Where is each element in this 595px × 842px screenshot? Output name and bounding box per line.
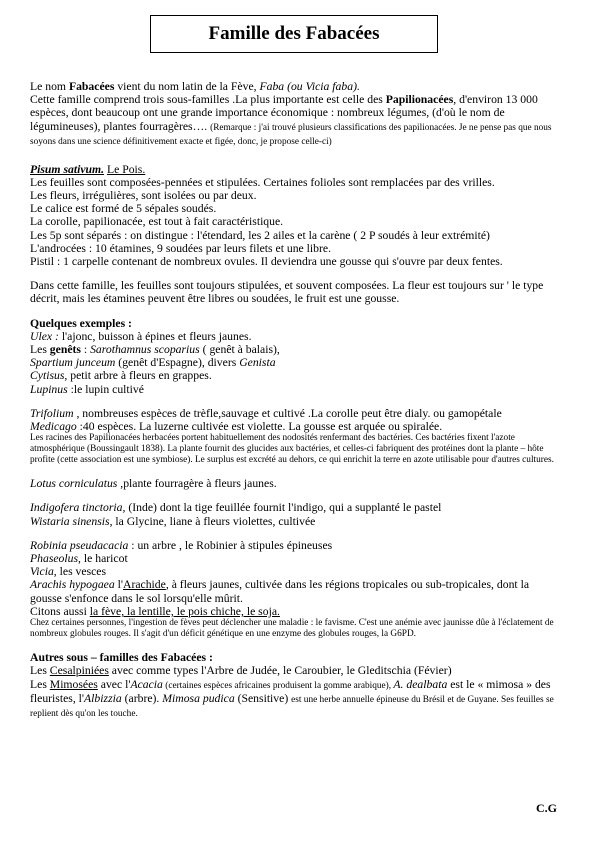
wistaria-line	[30, 515, 558, 528]
text: vient du nom latin de la Fève,	[114, 80, 260, 93]
indigofera-line	[30, 501, 558, 514]
text: (genêt d'Espagne), divers	[115, 356, 240, 370]
phaseolus-line	[30, 552, 558, 565]
lotus-name: Lotus corniculatus	[30, 477, 118, 491]
vicia-name: Vicia	[30, 565, 54, 579]
document-body	[30, 80, 558, 720]
text: , la Glycine, liane à fleurs violettes, cultivée	[109, 514, 316, 528]
author-signature: C.G	[536, 801, 557, 815]
examples-heading-text: Quelques exemples :	[30, 316, 132, 330]
autres-heading	[30, 651, 558, 664]
robinia-name: Robinia pseudacacia	[30, 538, 129, 552]
term-fabacees: Fabacées	[68, 80, 115, 93]
spartium-name: Spartium junceum	[30, 356, 116, 370]
text: ( genêt à balais),	[199, 343, 280, 357]
title-box	[150, 15, 438, 53]
text: (Sensitive)	[234, 691, 292, 705]
arachide-term: Arachide	[123, 578, 166, 592]
intro-remark: (Remarque : j'ai trouvé plusieurs classifications des papilionacées. Je ne pense pas que nous soyons dans une science définitivement exacte et figée, donc, je propose celle-ci)	[30, 122, 552, 147]
pisum-line-5: Les 5p sont séparés : on distingue : l'étendard, les 2 ailes et la carène ( 2 P soudés à leur extrémité)	[30, 228, 490, 242]
ulex-name: Ulex :	[30, 329, 59, 343]
trifolium-line	[30, 407, 558, 420]
robinia-line	[30, 539, 558, 552]
pisum-line-1: Les feuilles sont composées-pennées et stipulées. Certaines folioles sont remplacées par des vrilles.	[30, 175, 495, 189]
mimosees-term: Mimosées	[49, 677, 98, 691]
autres-heading-text: Autres sous – familles des Fabacées :	[30, 651, 213, 665]
cesalpiniees-line	[30, 664, 558, 677]
text: Les	[30, 664, 50, 678]
text: , petit arbre à fleurs en grappes.	[64, 369, 212, 383]
pisum-line-7: Pistil : 1 carpelle contenant de nombreux ovules. Il deviendra une gousse qui s'ouvre par deux fentes.	[30, 255, 503, 269]
pisum-common-name: Le Pois.	[106, 162, 146, 176]
intro-paragraph-1	[30, 80, 558, 93]
example-genets	[30, 343, 558, 356]
text: Cette famille comprend trois sous-familles .La plus importante est celle des	[30, 93, 386, 107]
wistaria-name: Wistaria sinensis	[30, 514, 110, 528]
examples-heading	[30, 317, 558, 330]
mimosa-pudica-name: Mimosa pudica	[162, 691, 235, 705]
text: Citons aussi	[30, 604, 90, 618]
acacia-name: Acacia	[130, 677, 163, 691]
text: :40 espèces. La luzerne cultivée est violette. La gousse est arquée ou spiralée.	[76, 420, 443, 434]
lotus-line	[30, 477, 558, 490]
dealbata-name: A. dealbata	[393, 677, 448, 691]
intro-paragraph-2	[30, 93, 558, 147]
text: : un arbre , le Robinier à stipules épineuses	[128, 538, 333, 552]
term-faba: Faba (ou Vicia faba).	[259, 80, 360, 93]
arachis-name: Arachis hypogaea	[30, 578, 115, 592]
text: l'ajonc, buisson à épines et fleurs jaunes.	[58, 329, 252, 343]
pisum-line-4: La corolle, papilionacée, est tout à fait caractéristique.	[30, 215, 284, 229]
text: , d'environ 13 000 espèces, dont beaucoup ont une grande importance économique : nombreux légumes, (d'où le nom de légumineuses), plantes fourragères….	[30, 93, 538, 133]
mimosees-line	[30, 678, 558, 720]
genista-name: Genista	[239, 356, 276, 370]
text: (arbre).	[121, 691, 163, 705]
text: (Inde) dont la tige feuillée fournit l'indigo, qui a supplanté le pastel	[125, 501, 442, 515]
text: avec comme types l'Arbre de Judée, le Caroubier, le Gleditschia (Févier)	[108, 664, 452, 678]
text: Les	[30, 677, 50, 691]
text: , les vesces	[53, 565, 107, 579]
phaseolus-name: Phaseolus	[30, 552, 79, 566]
cytisus-name: Cytisus	[30, 369, 65, 383]
favisme-note: Chez certaines personnes, l'ingestion de fèves peut déclencher une maladie : le favisme. C'est une anémie avec jaunisse dûe à l'éclatement de nombreux globules rouges. Il s'agit d'un déficit génétique en une enzyme des globules rouges, la G6PD.	[30, 618, 554, 640]
text: Les	[30, 343, 50, 357]
page-title: Famille des Fabacées	[208, 23, 380, 44]
nodosites-note: Les racines des Papilionacées herbacées portent habituellement des nodosités renfermant des bactéries. Ces bactéries fixent l'azote atmosphérique (Boussingault 1838). La plante fournit des glucides aux bactéries, et celles-ci fabriquent des protéines dont la plante – hôte profite (cette association est une symbiose). Le surplus est excrété au dehors, ce qui enrichit la terre en azote utilisable pour d'autres cultures.	[30, 433, 554, 466]
citons-list: la fève, la lentille, le pois chiche, le soja.	[89, 604, 280, 618]
medicago-line	[30, 420, 558, 433]
text: est le « mimosa » des fleuristes, l'	[30, 677, 551, 705]
text: Le nom	[30, 80, 69, 93]
text: , nombreuses espèces de trèfle,sauvage et cultivé .La corolle peut être dialy. ou gamopétale	[73, 406, 502, 420]
example-ulex	[30, 330, 558, 343]
text: , le haricot	[78, 552, 128, 566]
term-papilionacees: Papilionacées	[385, 93, 454, 107]
sarothamnus-name: Sarothamnus scoparius	[90, 343, 200, 357]
text: avec l'	[97, 677, 131, 691]
albizzia-name: Albizzia	[84, 691, 122, 705]
text: , à fleurs jaunes, cultivée dans les régions tropicales ou sub-tropicales, dont la gousse s'enfonce dans le sol lorsqu'elle mûrit.	[30, 578, 530, 605]
vicia-line	[30, 565, 558, 578]
pisum-line-3: Le calice est formé de 5 sépales soudés.	[30, 202, 217, 216]
text: :le lupin cultivé	[67, 382, 144, 396]
pisum-heading	[30, 163, 558, 176]
arachis-line	[30, 578, 558, 604]
pisum-line-2: Les fleurs, irrégulières, sont isolées ou par deux.	[30, 189, 257, 203]
example-lupinus	[30, 383, 558, 396]
example-cytisus	[30, 369, 558, 382]
text: ,plante fourragère à fleurs jaunes.	[117, 477, 277, 491]
sensitive-note: est une herbe annuelle épineuse du Brésil et de Guyane. Ses feuilles se replient dès qu'on les touche.	[30, 694, 554, 719]
cesalpiniees-term: Cesalpiniées	[49, 664, 109, 678]
citons-line	[30, 605, 558, 618]
pisum-latin-name: Pisum sativum.	[30, 162, 105, 176]
indigofera-name: Indigofera tinctoria,	[30, 501, 126, 515]
pisum-line-6: L'androcées : 10 étamines, 9 soudées par leurs filets et une libre.	[30, 241, 332, 255]
trifolium-name: Trifolium	[30, 406, 74, 420]
medicago-name: Medicago	[30, 420, 77, 434]
acacia-note: (certaines espèces africaines produisent la gomme arabique),	[162, 680, 394, 691]
lupinus-name: Lupinus	[30, 382, 68, 396]
genets-term: genêts	[49, 343, 81, 357]
example-spartium	[30, 356, 558, 369]
text: l'	[114, 578, 123, 592]
text: :	[80, 343, 91, 357]
family-summary: Dans cette famille, les feuilles sont toujours stipulées, et souvent composées. La fleur est toujours sur ' le type décrit, mais les étamines peuvent être libres ou soudées, le fruit est une gousse.	[30, 279, 544, 306]
